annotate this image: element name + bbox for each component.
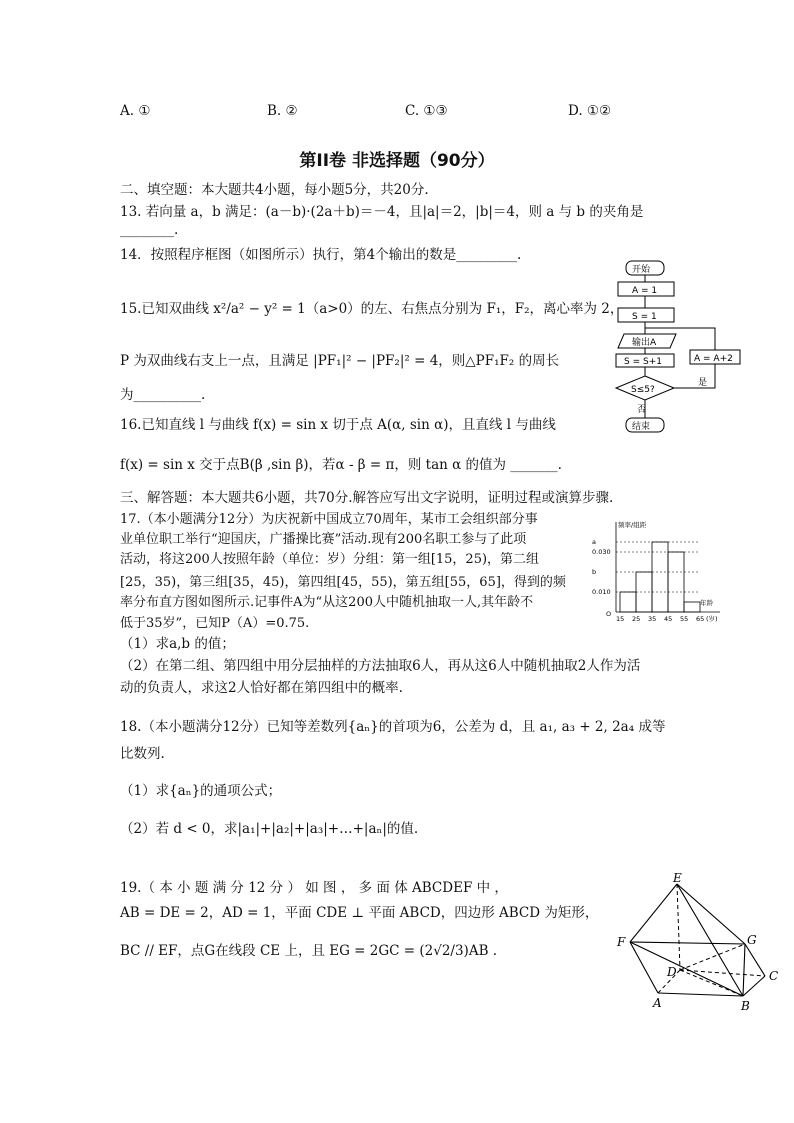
- q17-l4: [25，35)，第三组[35，45)，第四组[45，55)，第五组[55，65]，得到的频: [120, 575, 566, 590]
- hist-x-tick-4: 45: [664, 615, 673, 623]
- flow-a1: A = 1: [632, 286, 658, 296]
- flow-start: 开始: [632, 265, 651, 275]
- option-b: B. ②: [267, 103, 298, 119]
- hist-bar-1: [620, 592, 636, 612]
- q17-l3: 活动，将这200人按照年龄（单位：岁）分组：第一组[15，25)，第二组: [120, 552, 540, 567]
- flow-no: 否: [637, 405, 647, 415]
- hist-x-tick-2: 25: [632, 615, 641, 623]
- flow-out: 输出A: [632, 338, 657, 348]
- flow-yes: 是: [698, 378, 708, 388]
- hist-y-tick-1: a: [592, 538, 596, 546]
- flowchart: [602, 258, 752, 436]
- histogram: [590, 518, 740, 626]
- hist-xlabel: 年龄: [700, 599, 713, 607]
- hist-bar-4: [668, 552, 684, 612]
- q17-l6: 低于35岁”，已知P（A）=0.75.: [120, 616, 310, 631]
- q17-l1: 17.（本小题满分12分）为庆祝新中国成立70周年，某市工会组织部分事: [120, 512, 538, 527]
- q17-p1: （1）求a,b 的值；: [120, 636, 235, 652]
- vertex-a: A: [653, 996, 662, 1010]
- hist-x-tick-1: 15: [616, 615, 625, 623]
- section-title: 第II卷 非选择题（90分）: [299, 151, 495, 171]
- q15-line2: P 为双曲线右支上一点，且满足 |PF₁|² − |PF₂|² = 4，则△PF₁F₂ 的周长: [120, 353, 560, 369]
- q18-l2: 比数列.: [120, 746, 165, 762]
- option-d: D. ①②: [568, 103, 612, 119]
- hist-y-tick-2: 0.030: [592, 548, 611, 556]
- hist-x-tick-3: 35: [648, 615, 657, 623]
- vertex-b: B: [741, 999, 750, 1012]
- q18-p1: （1）求{aₙ}的通项公式；: [120, 783, 282, 799]
- option-c: C. ①③: [405, 103, 448, 119]
- hist-bar-3: [652, 542, 668, 612]
- polyhedron-figure: [605, 872, 790, 1012]
- vertex-g: G: [747, 933, 757, 947]
- flow-a-update: A = A+2: [694, 354, 733, 364]
- q13-line2: ________.: [120, 222, 179, 238]
- q17-p3: 动的负责人，求这2人恰好都在第四组中的概率.: [120, 680, 403, 696]
- hist-y-tick-4: 0.010: [592, 588, 611, 596]
- vertex-e: E: [673, 872, 682, 885]
- q16-line1: 16.已知直线 l 与曲线 f(x) = sin x 切于点 A(α, sin α)，且直线 l 与曲线: [120, 417, 556, 433]
- q17-l2: 业单位职工举行“迎国庆，广播操比赛”活动.现有200名职工参与了此项: [120, 532, 527, 547]
- hist-title: 频率/组距: [618, 521, 647, 529]
- q18-l1: 18.（本小题满分12分）已知等差数列{aₙ}的首项为6，公差为 d，且 a₁, a₃ + 2, 2a₄ 成等: [120, 719, 666, 735]
- q15-line1: 15.已知双曲线 x²/a² − y² = 1（a>0）的左、右焦点分别为 F₁，F₂，离心率为 2，: [120, 301, 624, 317]
- fill-header: 二、填空题：本大题共4小题，每小题5分，共20分.: [120, 182, 429, 198]
- vertex-f: F: [617, 935, 626, 949]
- q19-l3: BC // EF，点G在线段 CE 上，且 EG = 2GC = (2√2/3)AB .: [120, 943, 498, 959]
- hist-x-unit: (岁): [706, 615, 718, 623]
- flow-s-update: S = S+1: [624, 357, 662, 367]
- q17-p2: （2）在第二组、第四组中用分层抽样的方法抽取6人，再从这6人中随机抽取2人作为活: [120, 658, 641, 674]
- q16-line2: f(x) = sin x 交于点B(β ,sin β)，若α - β = π，则 tan α 的值为 _______.: [120, 457, 562, 473]
- vertex-d: D: [667, 965, 677, 979]
- flow-end: 结束: [632, 422, 651, 432]
- hist-bar-5: [684, 602, 700, 612]
- q14: 14．按照程序框图（如图所示）执行，第4个输出的数是_________.: [120, 247, 522, 263]
- hist-y-tick-3: b: [592, 568, 597, 576]
- q18-p2: （2）若 d < 0，求|a₁|+|a₂|+|a₃|+…+|aₙ|的值.: [120, 821, 419, 837]
- hist-x-tick-5: 55: [680, 615, 689, 623]
- q19-l2: AB = DE = 2，AD = 1，平面 CDE ⊥ 平面 ABCD，四边形 ABCD 为矩形，: [120, 905, 599, 921]
- flow-s1: S = 1: [632, 312, 657, 322]
- q17-l5: 率分布直方图如图所示.记事件A为“从这200人中随机抽取一人,其年龄不: [120, 595, 534, 610]
- vertex-c: C: [769, 969, 779, 983]
- q13-line1: 13. 若向量 a，b 满足：(a－b)·(2a＋b)＝－4，且|a|＝2，|b|＝4，则 a 与 b 的夹角是: [120, 204, 644, 220]
- flow-cond: S≤5?: [631, 385, 655, 395]
- q15-line3: 为__________.: [120, 387, 206, 403]
- solve-header: 三、解答题：本大题共6小题，共70分.解答应写出文字说明，证明过程或演算步骤.: [120, 490, 614, 506]
- hist-origin: O: [606, 610, 612, 618]
- q19-l1: 19.（ 本 小 题 满 分 12 分 ） 如 图 ， 多 面 体 ABCDEF 中 ，: [120, 880, 508, 896]
- hist-x-tick-6: 65: [696, 615, 705, 623]
- option-a: A. ①: [120, 103, 151, 119]
